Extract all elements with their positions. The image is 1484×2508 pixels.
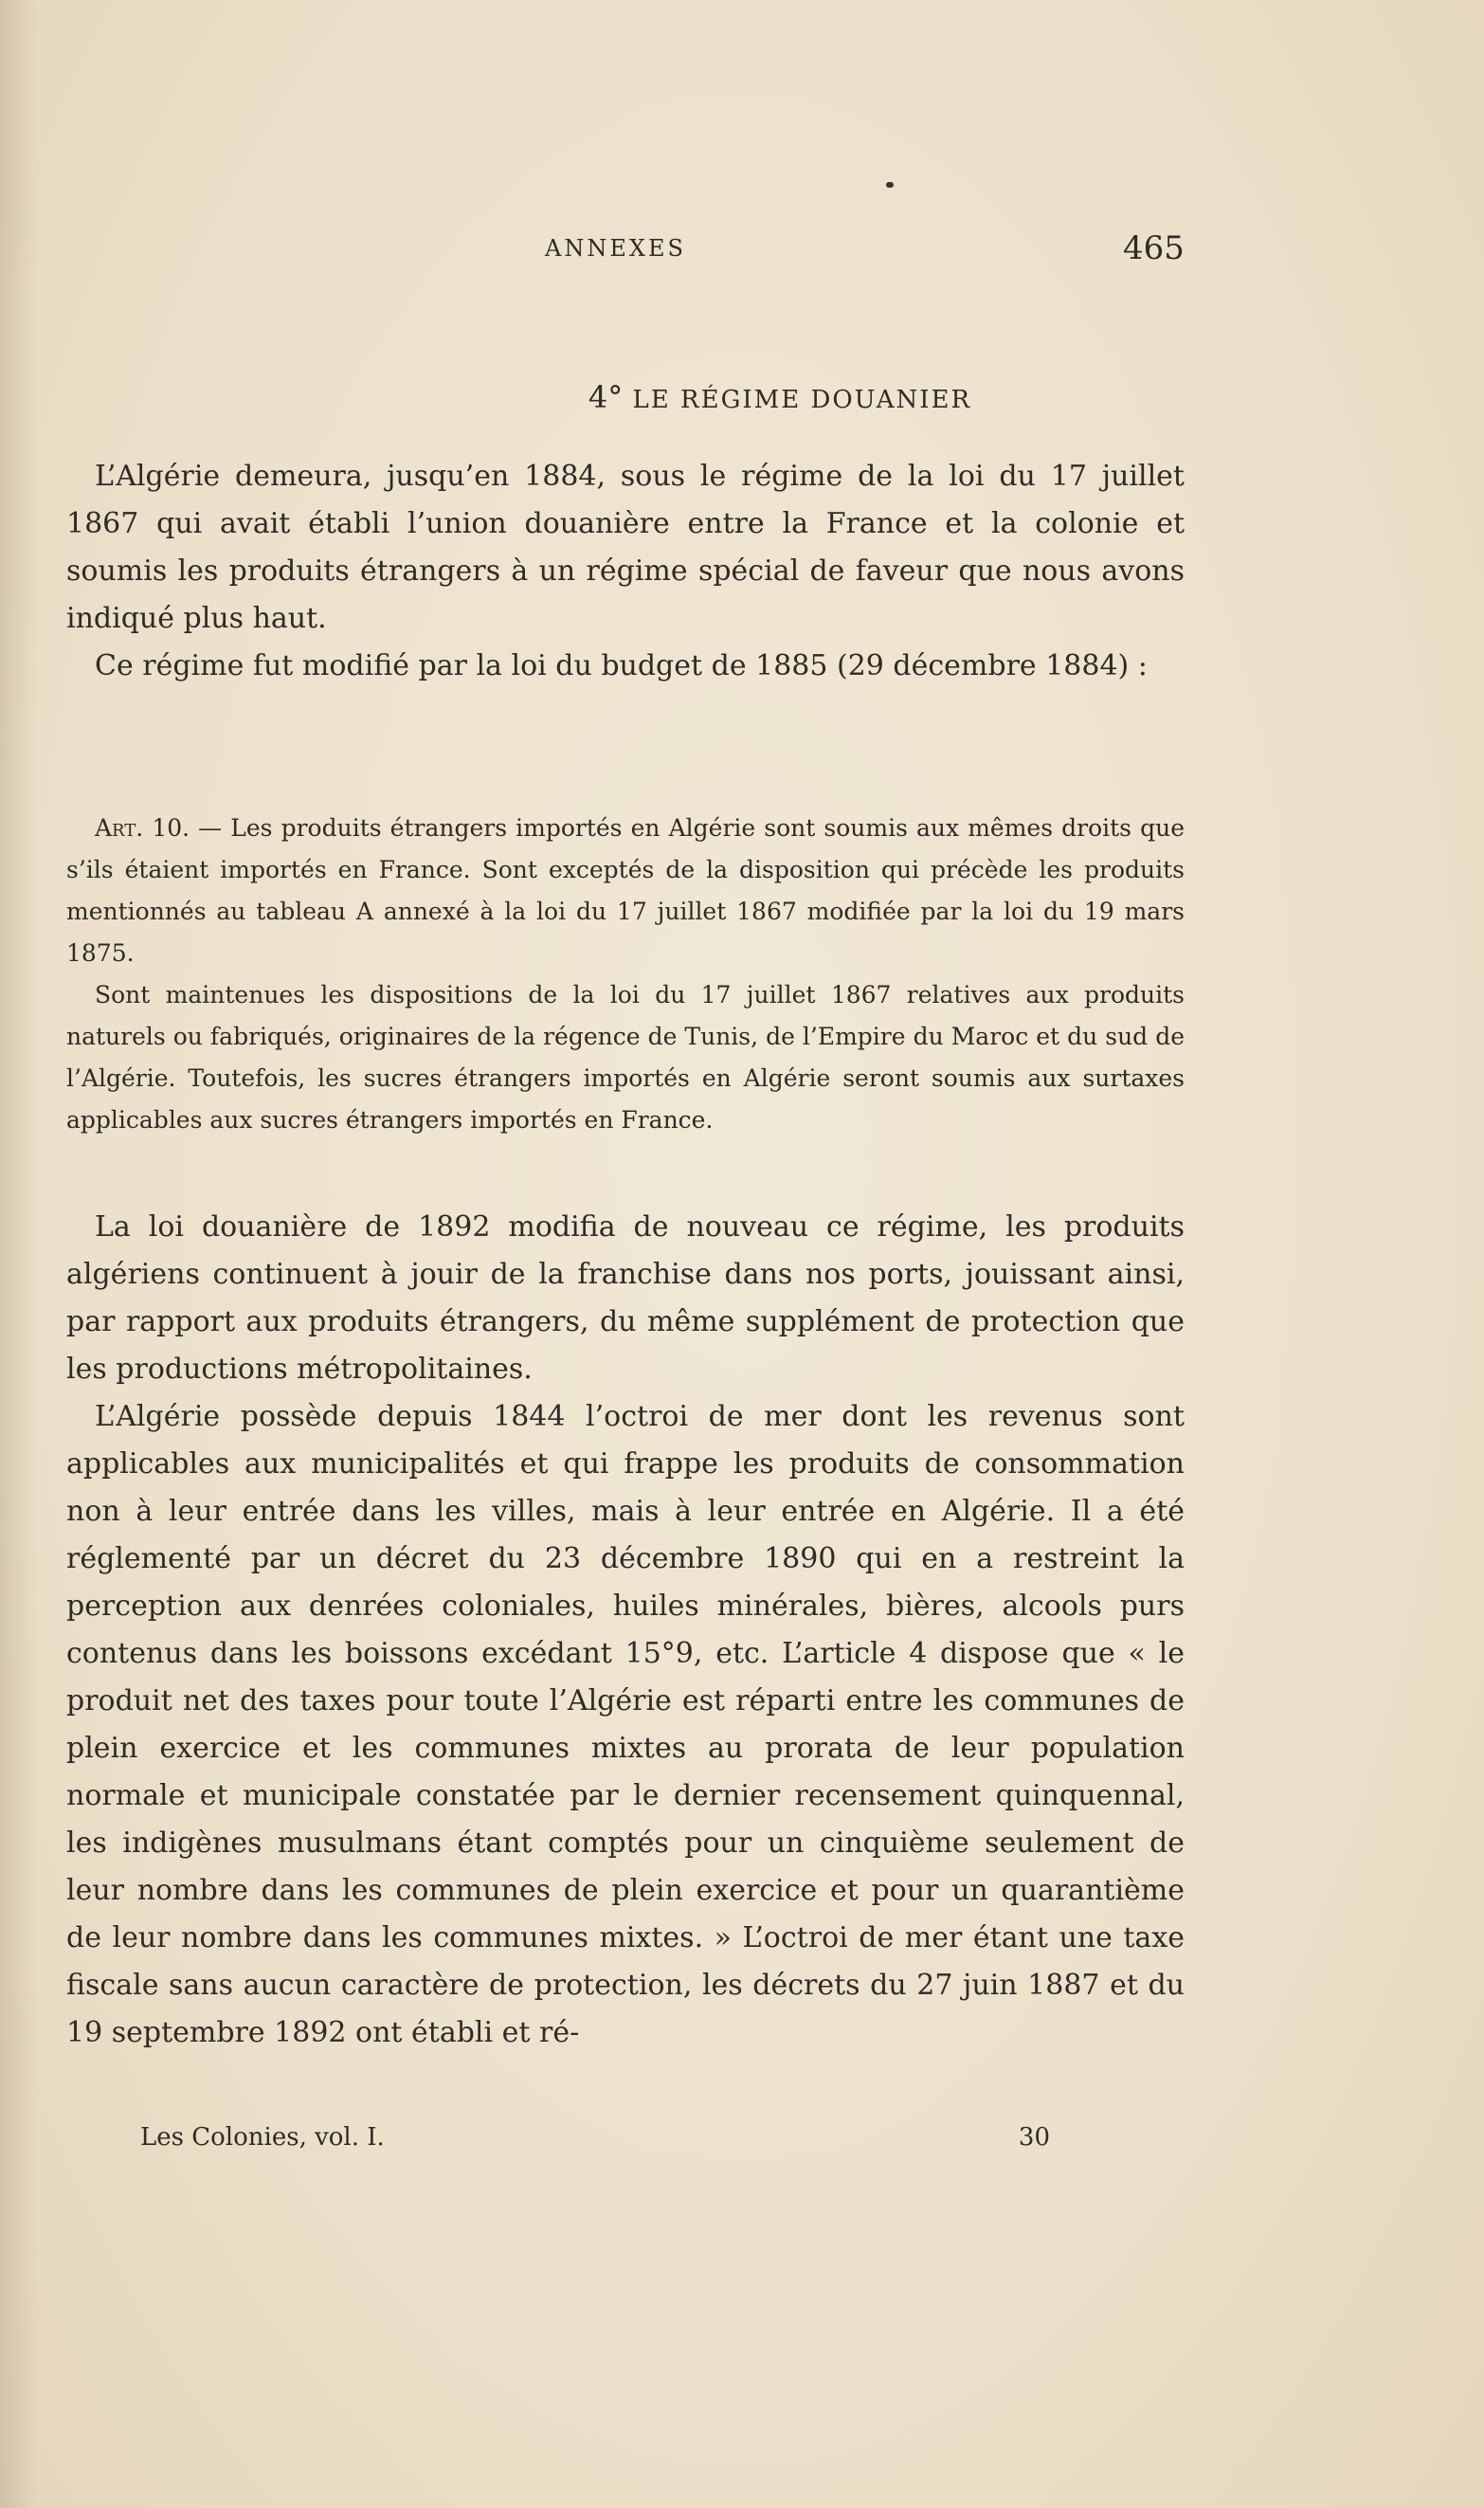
paragraph-intro: L’Algérie demeura, jusqu’en 1884, sous le régime de la loi du 17 juillet 1867 qui avait établi l’union douanière entre la France et la colonie et soumis les produits étrangers à un régime spécial de faveur que nous avons indiqué plus haut. xyxy=(66,460,1185,635)
running-title: ANNEXES xyxy=(545,235,686,262)
page-edge-shadow xyxy=(0,0,38,2508)
article-10-paragraph xyxy=(66,808,1185,974)
paragraph-customs-law-1892: La loi douanière de 1892 modifia de nouveau ce régime, les produits algériens continuent à jouir de la franchise dans nos ports, jouissant ainsi, par rapport aux produits étrangers, du même supplément de protection que les productions métropolitaines. xyxy=(66,1210,1185,1386)
section-title-text: LE RÉGIME DOUANIER xyxy=(632,386,972,414)
article-10-paragraph-2: Sont maintenues les dispositions de la loi du 17 juillet 1867 relatives aux produits naturels ou fabriqués, originaires de la régence de Tunis, de l’Empire du Maroc et du sud de l’Algérie. Toutefois, les sucres étrangers importés en Algérie seront soumis aux surtaxes applicables aux sucres étrangers importés en France. xyxy=(66,981,1185,1134)
paragraph-octroi-de-mer: L’Algérie possède depuis 1844 l’octroi de mer dont les revenus sont applicables aux municipalités et qui frappe les produits de consommation non à leur entrée dans les villes, mais à leur entrée en Algérie. Il a été réglementé par un décret du 23 décembre 1890 qui en a restreint la perception aux denrées coloniales, huiles minérales, bières, alcools purs contenus dans les boissons excédant 15°9, etc. L’article 4 dispose que « le produit net des taxes pour toute l’Algérie est réparti entre les communes de plein exercice et les communes mixtes au prorata de leur population normale et municipale constatée par le dernier recensement quinquennal, les indigènes musulmans étant comptés pour un cinquième seulement de leur nombre dans les communes de plein exercice et pour un quarantième de leur nombre dans les communes mixtes. » L’octroi de mer étant une taxe fiscale sans aucun caractère de protection, les décrets du 27 juin 1887 et du 19 septembre 1892 ont établi et ré- xyxy=(66,1400,1185,2049)
article-text: — Les produits étrangers importés en Algérie sont soumis aux mêmes droits que s’ils étaient importés en France. Sont exceptés de la disposition qui précède les produits mentionnés au tableau A annexé à la loi du 17 juillet 1867 modifiée par la loi du 19 mars 1875. xyxy=(66,814,1185,967)
section-heading xyxy=(0,379,1484,415)
section-number: 4° xyxy=(588,379,624,415)
page-number: 465 xyxy=(1123,229,1185,267)
footer-sheet-number: 30 xyxy=(1018,2123,1050,2152)
footer-signature: Les Colonies, vol. I. xyxy=(140,2123,385,2152)
ink-mark xyxy=(886,182,894,188)
intro-block xyxy=(66,453,1185,690)
paragraph-regime-change: Ce régime fut modifié par la loi du budget de 1885 (29 décembre 1884) : xyxy=(95,649,1148,682)
page-footer xyxy=(140,2123,1050,2161)
main-text-block xyxy=(66,1204,1185,2057)
running-header xyxy=(0,229,1484,273)
article-label: Art. 10. xyxy=(95,814,190,842)
article-quote-block xyxy=(66,808,1185,1141)
